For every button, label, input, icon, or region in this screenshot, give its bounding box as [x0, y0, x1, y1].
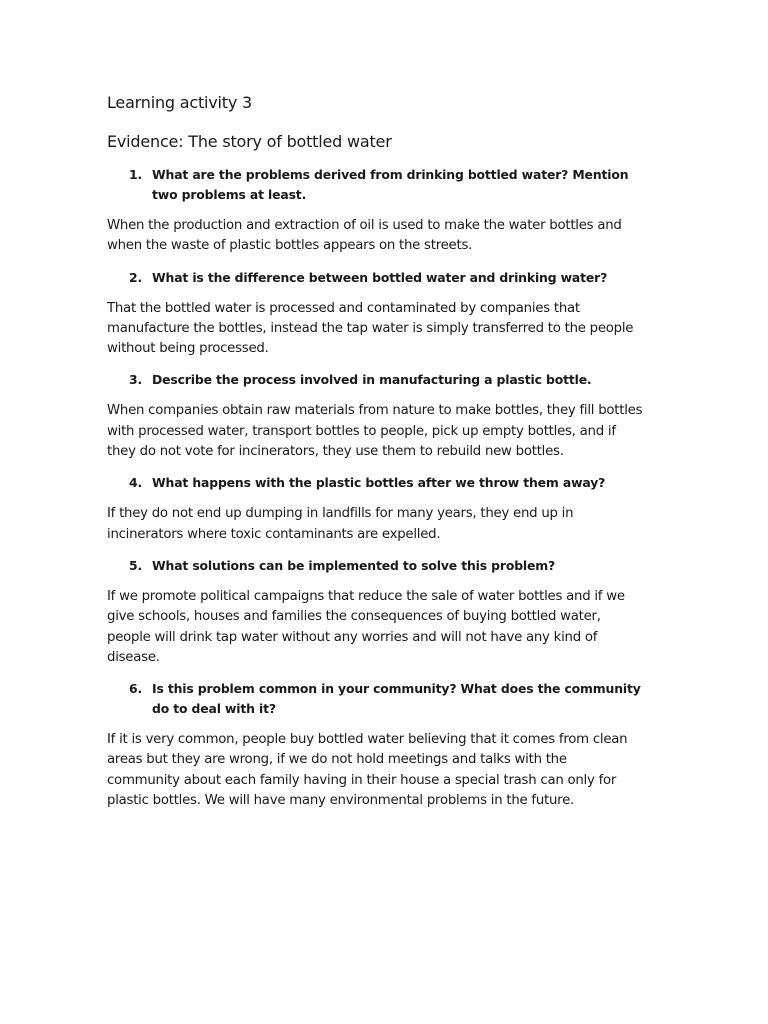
answer-line: community about each family having in their house a special trash can only for	[107, 772, 617, 788]
question-text: What are the problems derived from drinking bottled water? Mention two problems at least.	[152, 167, 629, 202]
question-text: Describe the process involved in manufacturing a plastic bottle.	[152, 372, 592, 388]
question-1	[107, 165, 652, 205]
answer-3	[107, 401, 652, 462]
answer-line: without being processed.	[107, 341, 269, 357]
answer-line: When companies obtain raw materials from nature to make bottles, they fill bottles	[107, 403, 643, 419]
question-number: 5.	[129, 557, 143, 573]
answer-line: That the bottled water is processed and contaminated by companies that	[107, 300, 580, 316]
answer-line: give schools, houses and families the consequences of buying bottled water,	[107, 609, 601, 625]
question-5	[107, 556, 652, 576]
document-page	[107, 92, 652, 822]
question-number: 2.	[129, 269, 143, 285]
question-text: What happens with the plastic bottles after we throw them away?	[152, 475, 606, 491]
question-number: 1.	[129, 167, 143, 182]
answer-5	[107, 587, 652, 668]
answer-2	[107, 299, 652, 360]
answer-line: people will drink tap water without any worries and will not have any kind of	[107, 629, 598, 645]
answer-line: disease.	[107, 649, 160, 665]
question-number: 3.	[129, 372, 143, 388]
document-title: Learning activity 3	[107, 93, 252, 112]
answer-line: incinerators where toxic contaminants are expelled.	[107, 526, 441, 542]
question-text: What solutions can be implemented to solve this problem?	[152, 557, 556, 573]
answer-line: with processed water, transport bottles to people, pick up empty bottles, and if	[107, 423, 616, 439]
answer-line: they do not vote for incinerators, they use them to rebuild new bottles.	[107, 444, 564, 460]
answer-line: when the waste of plastic bottles appears on the streets.	[107, 238, 473, 254]
answer-line: If they do not end up dumping in landfills for many years, they end up in	[107, 506, 574, 522]
answer-line: If it is very common, people buy bottled water believing that it comes from clean	[107, 732, 628, 748]
question-text: What is the difference between bottled water and drinking water?	[152, 269, 608, 285]
question-number: 4.	[129, 475, 143, 491]
answer-4	[107, 504, 652, 545]
answer-6	[107, 730, 652, 811]
answer-line: If we promote political campaigns that reduce the sale of water bottles and if we	[107, 588, 625, 604]
answer-line: When the production and extraction of oil is used to make the water bottles and	[107, 218, 622, 233]
question-text: Is this problem common in your community? What does the community do to deal with it?	[152, 681, 641, 717]
answer-line: plastic bottles. We will have many environmental problems in the future.	[107, 793, 575, 809]
question-4	[107, 473, 652, 493]
answer-line: manufacture the bottles, instead the tap water is simply transferred to the people	[107, 320, 634, 336]
question-6	[107, 679, 652, 719]
question-2	[107, 268, 652, 288]
answer-1	[107, 216, 652, 257]
answer-line: areas but they are wrong, if we do not hold meetings and talks with the	[107, 752, 567, 768]
question-3	[107, 370, 652, 390]
document-subtitle: Evidence: The story of bottled water	[107, 132, 392, 151]
question-list	[107, 165, 652, 811]
question-number: 6.	[129, 681, 143, 697]
